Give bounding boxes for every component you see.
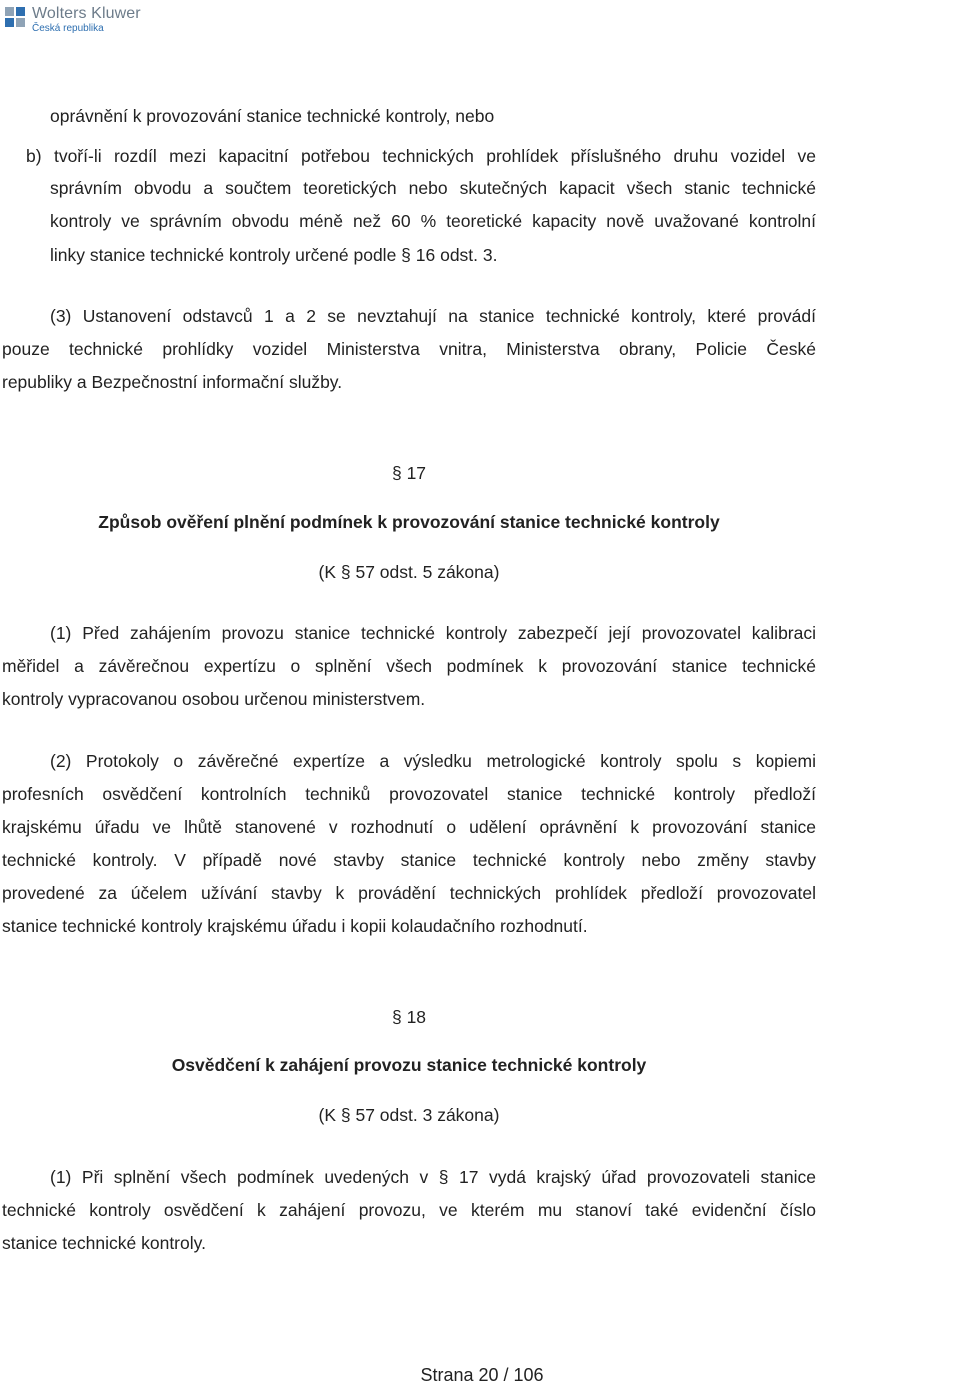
section-17-reference: (K § 57 odst. 5 zákona) xyxy=(318,562,500,582)
brand-name: Wolters Kluwer xyxy=(32,5,141,22)
s17-p2-line-5: provedené za účelem užívání stavby k provádění technických prohlídek předloží provozovatel xyxy=(2,883,816,903)
s18-p1-line-2: technické kontroly osvědčení k zahájení provozu, ve kterém mu stanoví také evidenční číslo xyxy=(2,1200,816,1220)
section-18-reference: (K § 57 odst. 3 zákona) xyxy=(318,1105,500,1125)
par3-line-1: (3) Ustanovení odstavců 1 a 2 se nevztahují na stanice technické kontroly, které provádí xyxy=(50,306,816,326)
section-17-title: Způsob ověření plnění podmínek k provozování stanice technické kontroly xyxy=(98,512,720,532)
wolters-kluwer-logo-icon xyxy=(4,6,28,30)
s17-p2-line-1: (2) Protokoly o závěrečné expertíze a výsledku metrologické kontroly spolu s kopiemi xyxy=(50,751,816,771)
item-b-line-1: b) tvoří-li rozdíl mezi kapacitní potřebou technických prohlídek příslušného druhu vozidel ve xyxy=(26,146,816,166)
brand-logo xyxy=(4,3,141,37)
item-b-line-3: kontroly ve správním obvodu méně než 60 % teoretické kapacity nově uvažované kontrolní xyxy=(50,211,816,231)
page-number: Strana 20 / 106 xyxy=(420,1365,544,1385)
s17-p2-line-4: technické kontroly. V případě nové stavby stanice technické kontroly nebo změny stavby xyxy=(2,850,816,870)
par3-line-2: pouze technické prohlídky vozidel Ministerstva vnitra, Ministerstva obrany, Policie České xyxy=(2,339,816,359)
s18-p1-line-1: (1) Při splnění všech podmínek uvedených v § 17 vydá krajský úřad provozovateli stanice xyxy=(50,1167,816,1187)
par3-line-3: republiky a Bezpečnostní informační služby. xyxy=(2,372,343,392)
s17-p1-line-2: měřidel a závěrečnou expertízu o splnění všech podmínek k provozování stanice technické xyxy=(2,656,816,676)
s17-p2-line-3: krajskému úřadu ve lhůtě stanovené v rozhodnutí o udělení oprávnění k provozování stanice xyxy=(2,817,816,837)
s17-p2-line-2: profesních osvědčení kontrolních techniků provozovatel stanice technické kontroly předloží xyxy=(2,784,816,804)
item-b-line-2: správním obvodu a součtem teoretických nebo skutečných kapacit všech stanic technické xyxy=(50,178,816,198)
s17-p1-line-1: (1) Před zahájením provozu stanice technické kontroly zabezpečí její provozovatel kalibraci xyxy=(50,623,816,643)
item-b-line-4: linky stanice technické kontroly určené podle § 16 odst. 3. xyxy=(50,245,498,265)
s17-p1-line-3: kontroly vypracovanou osobou určenou ministerstvem. xyxy=(2,689,426,709)
continuation-line: oprávnění k provozování stanice technické kontroly, nebo xyxy=(50,106,495,126)
s18-p1-line-3: stanice technické kontroly. xyxy=(2,1233,206,1253)
s17-p2-line-6: stanice technické kontroly krajskému úřadu i kopii kolaudačního rozhodnutí. xyxy=(2,916,588,936)
section-17-number: § 17 xyxy=(391,463,427,483)
section-18-number: § 18 xyxy=(391,1007,427,1027)
brand-subtitle: Česká republika xyxy=(32,23,104,34)
section-18-title: Osvědčení k zahájení provozu stanice technické kontroly xyxy=(171,1055,647,1075)
